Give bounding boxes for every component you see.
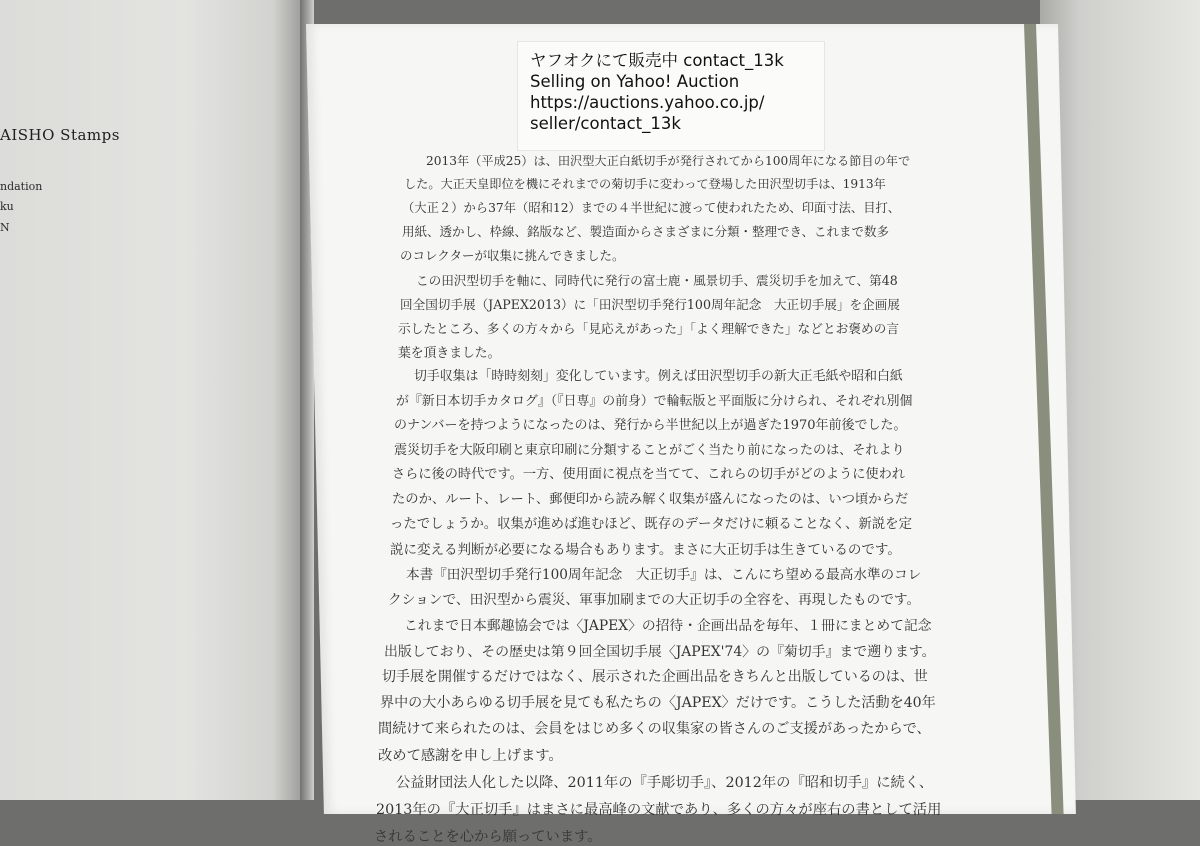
text-line: 用紙、透かし、枠線、銘版など、製造面からさまざまに分類・整理でき、これまで数多 [402, 224, 890, 239]
text-line: これまで日本郵趣協会では〈JAPEX〉の招待・企画出品を毎年、１冊にまとめて記念 [404, 618, 932, 634]
text-line: さらに後の時代です。一方、使用面に視点を当てて、これらの切手がどのように使われ [392, 467, 905, 482]
text-line: この田沢型切手を軸に、同時代に発行の富士鹿・風景切手、震災切手を加えて、第48 [416, 273, 898, 288]
text-line: 示したところ、多くの方々から「見応えがあった」「よく理解できた」などとお褒めの言 [398, 321, 900, 336]
sticker-line-3: https://auctions.yahoo.co.jp/ [530, 93, 765, 112]
text-line: 切手展を開催するだけではなく、展示された企画出品をきちんと出版しているのは、世 [382, 669, 928, 685]
text-line: されることを心から願っています。 [374, 829, 602, 845]
text-line: クションで、田沢型から震災、軍事加刷までの大正切手の全容を、再現したものです。 [388, 592, 921, 608]
text-line: 震災切手を大阪印刷と東京印刷に分類することがごく当たり前になったのは、それより [394, 443, 905, 458]
text-line: 改めて感謝を申し上げます。 [378, 748, 563, 764]
text-line: した。大正天皇即位を機にそれまでの菊切手に変わって登場した田沢型切手は、1913年 [404, 177, 886, 191]
text-line: のコレクターが収集に挑んできました。 [400, 248, 625, 263]
text-line: 2013年の『大正切手』はまさに最高峰の文献であり、多くの方々が座右の書として活用 [376, 802, 942, 818]
left-page-line-3: N [0, 221, 10, 234]
text-line: 界中の大小あらゆる切手展を見ても私たちの〈JAPEX〉だけです。こうした活動を40年 [380, 695, 936, 711]
text-line: 公益財団法人化した以降、2011年の『手彫切手』、2012年の『昭和切手』に続く、 [396, 775, 934, 791]
seller-sticker [518, 42, 824, 150]
text-line: ったでしょうか。収集が進めば進むほど、既存のデータだけに頼ることなく、新説を定 [390, 517, 912, 532]
text-line: 回全国切手展（JAPEX2013）に「田沢型切手発行100周年記念 大正切手展」を企画展 [400, 297, 900, 312]
text-line: が『新日本切手カタログ』（『日専』の前身）で輪転版と平面版に分けられ、それぞれ別個 [396, 394, 913, 409]
left-page-line-2: ku [0, 200, 14, 213]
sticker-line-4: seller/contact_13k [530, 114, 681, 133]
text-line: 説に変える判断が必要になる場合もあります。まさに大正切手は生きているのです。 [390, 542, 901, 558]
text-line: たのか、ルート、レート、郵便印から読み解く収集が盛んになったのは、いつ頃からだ [392, 492, 909, 507]
sticker-line-1: ヤフオクにて販売中 contact_13k [530, 51, 784, 70]
left-page-title: AISHO Stamps [0, 126, 120, 144]
left-page-line-1: ndation [0, 180, 43, 193]
text-line: のナンバーを持つようになったのは、発行から半世紀以上が過ぎた1970年前後でした。 [394, 418, 907, 433]
text-line: 葉を頂きました。 [398, 346, 501, 361]
text-line: 出版しており、その歴史は第９回全国切手展〈JAPEX'74〉の『菊切手』まで遡ります。 [384, 644, 936, 660]
text-line: （大正２）から37年（昭和12）までの４半世紀に渡って使われたため、印面寸法、目打、 [402, 201, 901, 215]
text-line: 本書『田沢型切手発行100周年記念 大正切手』は、こんにち望める最高水準のコレ [406, 567, 922, 583]
left-page [0, 0, 310, 800]
sticker-line-2: Selling on Yahoo! Auction [530, 72, 740, 91]
text-line: 間続けて来られたのは、会員をはじめ多くの収集家の皆さんのご支援があったからで、 [378, 721, 931, 737]
text-line: 切手収集は「時時刻刻」変化しています。例えば田沢型切手の新大正毛紙や昭和白紙 [414, 369, 903, 384]
text-line: 2013年（平成25）は、田沢型大正白紙切手が発行されてから100周年になる節目の年で [426, 154, 911, 168]
